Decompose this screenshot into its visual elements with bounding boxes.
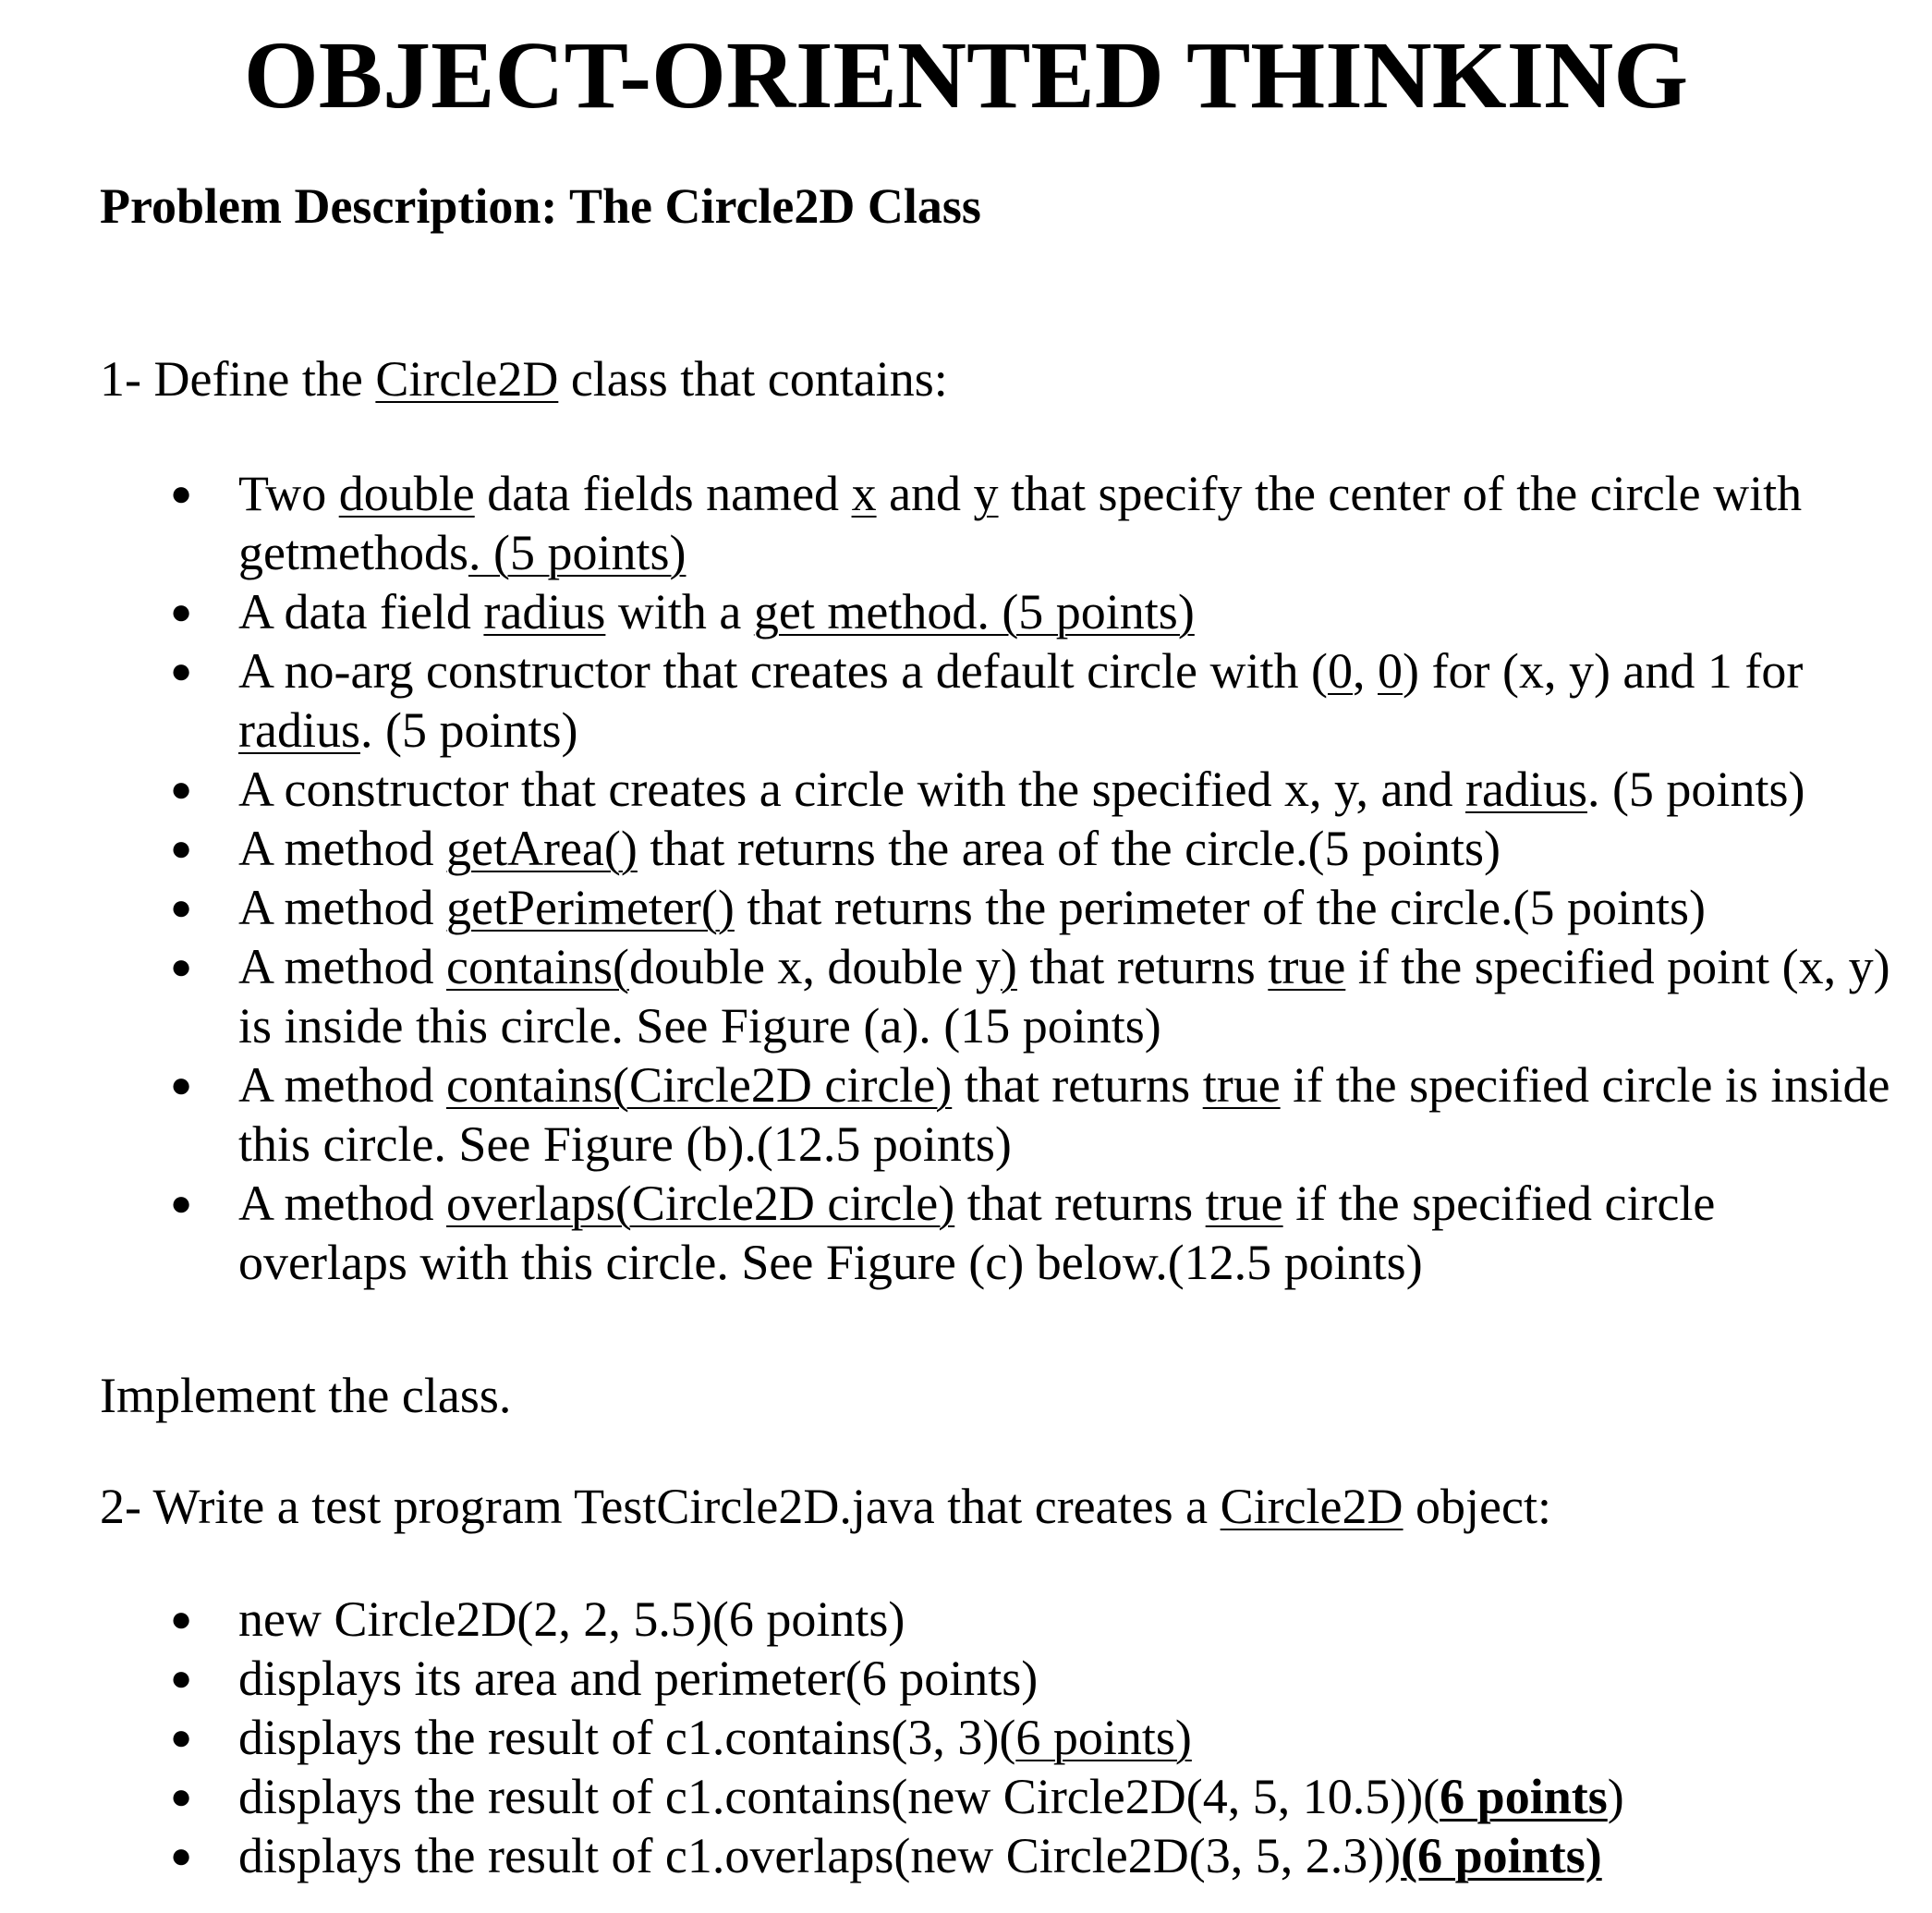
bullet-icon: ● (170, 591, 193, 632)
bullet-icon: ● (170, 768, 193, 810)
problem-subtitle: Problem Description: The Circle2D Class (100, 178, 981, 234)
bullet-icon: ● (170, 945, 193, 987)
bullet-icon: ● (170, 1775, 193, 1817)
list-item: ● A method getArea() that returns the area of the circle.(5 points) (170, 821, 1501, 876)
bullet-icon: ● (170, 1716, 193, 1758)
bullet-icon: ● (170, 1834, 193, 1876)
part1-list (0, 464, 1932, 1292)
bullet-icon: ● (170, 1064, 193, 1105)
page-title: OBJECT-ORIENTED THINKING (243, 22, 1689, 128)
list-item: ● A method contains(double x, double y) that returns true if the specified point (x, y) is inside this circle. See Figure (a). (15 points) (170, 939, 1890, 1054)
part2-intro: 2- Write a test program TestCircle2D.java that creates a Circle2D object: (100, 1479, 1551, 1534)
bullet-icon: ● (170, 472, 193, 514)
bullet-icon: ● (170, 1598, 193, 1639)
part1-intro: 1- Define the Circle2D class that contains: (100, 351, 948, 407)
bullet-icon: ● (170, 886, 193, 928)
list-item: ● new Circle2D(2, 2, 5.5)(6 points) (170, 1591, 905, 1647)
part2-list (0, 1590, 1932, 1885)
list-item: ● A data field radius with a get method. (5 points) (170, 584, 1195, 640)
list-item: ● displays its area and perimeter(6 points) (170, 1651, 1039, 1706)
list-item: ● A method contains(Circle2D circle) that returns true if the specified circle is inside this circle. See Figure (b).(12.5 points) (170, 1057, 1890, 1172)
list-item: ● displays the result of c1.contains(3, 3)(6 points) (170, 1710, 1192, 1765)
bullet-icon: ● (170, 1657, 193, 1699)
list-item: ● Two double data fields named x and y that specify the center of the circle with getmethods. (5 points) (170, 466, 1803, 580)
list-item: ● displays the result of c1.contains(new Circle2D(4, 5, 10.5))(6 points) (170, 1769, 1624, 1824)
list-item: ● displays the result of c1.overlaps(new Circle2D(3, 5, 2.3))(6 points) (170, 1828, 1602, 1883)
bullet-icon: ● (170, 1182, 193, 1224)
list-item: ● A method getPerimeter() that returns the perimeter of the circle.(5 points) (170, 880, 1706, 935)
bullet-icon: ● (170, 650, 193, 691)
list-item: ● A constructor that creates a circle with the specified x, y, and radius. (5 points) (170, 762, 1805, 817)
implement-instruction: Implement the class. (100, 1368, 512, 1423)
list-item: ● A no-arg constructor that creates a default circle with (0, 0) for (x, y) and 1 for radius. (5 points) (170, 643, 1804, 758)
bullet-icon: ● (170, 827, 193, 869)
list-item: ● A method overlaps(Circle2D circle) that returns true if the specified circle overlaps with this circle. See Figure (c) below.(12.5 points) (170, 1176, 1716, 1290)
